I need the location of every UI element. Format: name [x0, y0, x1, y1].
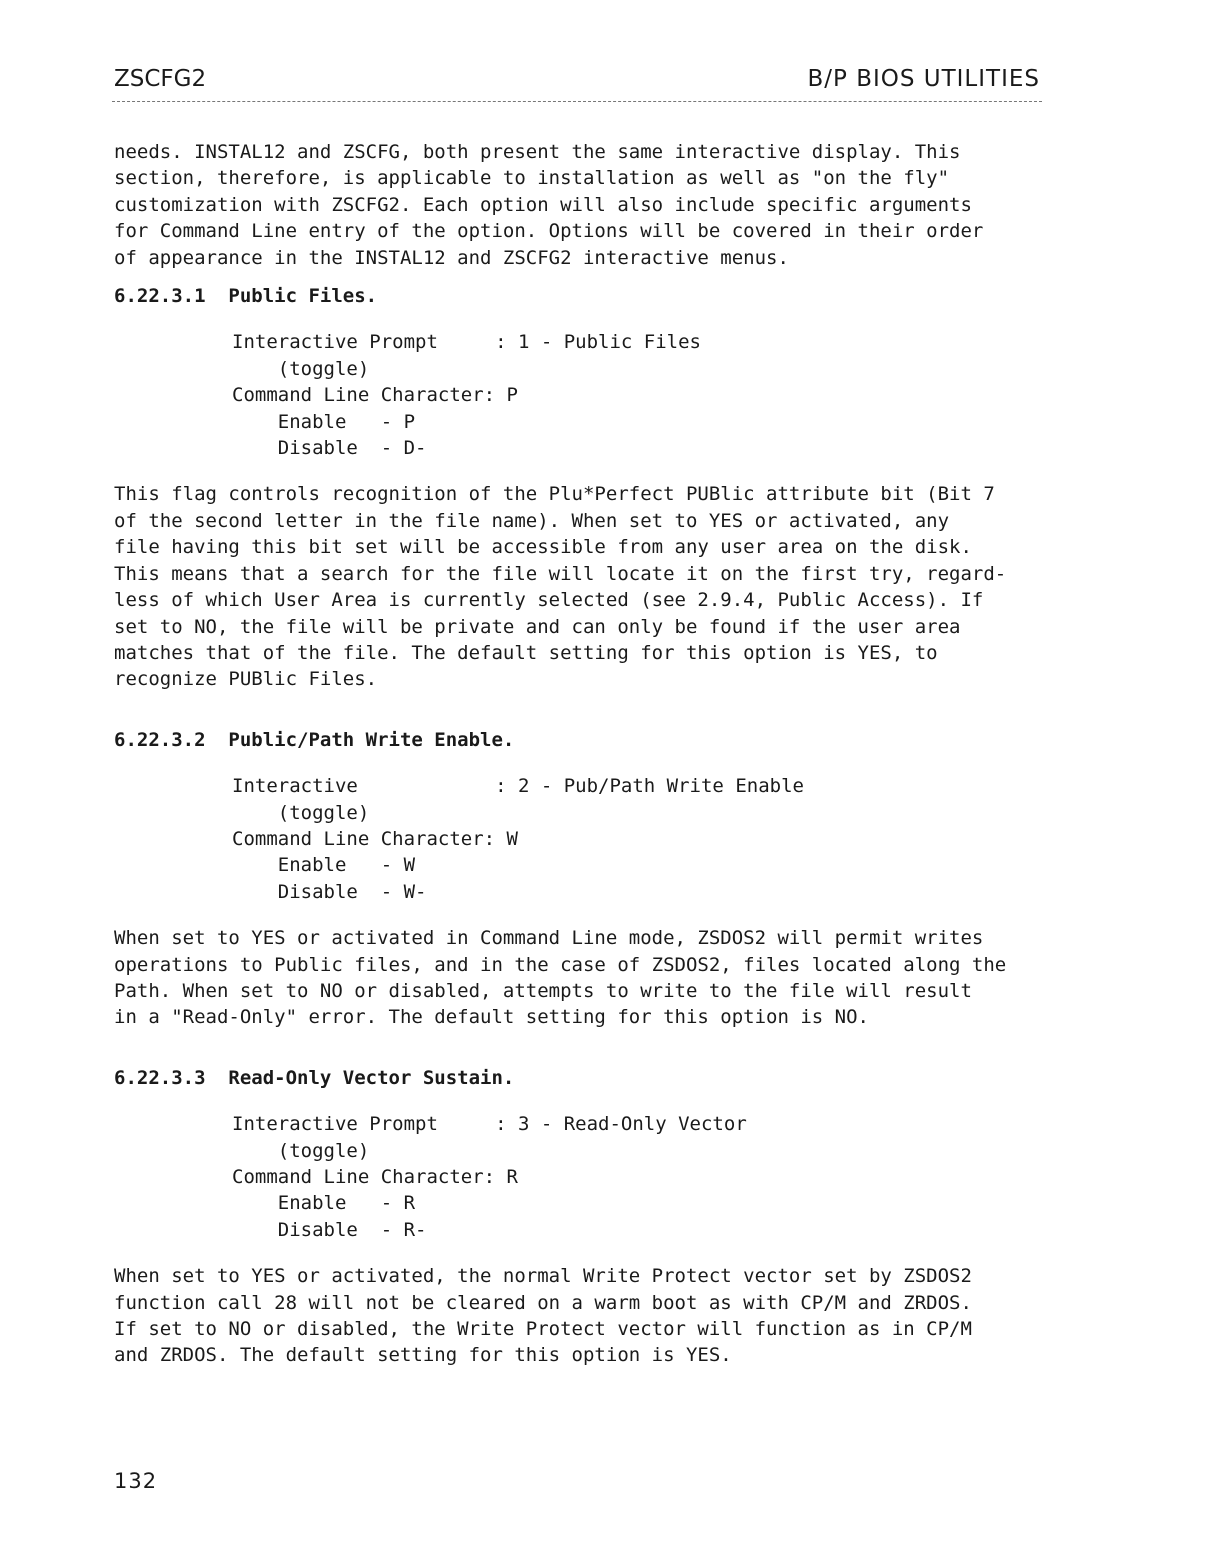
text-line: needs. INSTAL12 and ZSCFG, both present the same interactive display. This: [114, 141, 961, 163]
page-number: 132: [114, 1469, 158, 1493]
page-header: [114, 66, 1042, 106]
option-line: Enable - W: [232, 854, 416, 877]
section-body-read-only-vector: [114, 1263, 1054, 1369]
section-body-public-files: [114, 481, 1054, 692]
option-line: Interactive Prompt : 3 - Read-Only Vector: [232, 1113, 747, 1136]
text-line: Path. When set to NO or disabled, attempts to write to the file will result: [114, 979, 972, 1002]
option-line: Command Line Character: R: [232, 1166, 518, 1188]
option-line: Enable - R: [232, 1192, 416, 1215]
text-line: of the second letter in the file name). When set to YES or activated, any: [114, 509, 950, 532]
option-spec-read-only-vector: [114, 1111, 1054, 1243]
intro-paragraph: [114, 139, 1054, 271]
option-line: Disable - W-: [232, 880, 427, 903]
option-line: (toggle): [232, 801, 370, 824]
option-line: Disable - R-: [232, 1218, 427, 1241]
text-line: When set to YES or activated in Command Line mode, ZSDOS2 will permit writes: [114, 927, 984, 950]
text-line: in a "Read-Only" error. The default setting for this option is NO.: [114, 1006, 869, 1029]
section-body-public-path-write: [114, 925, 1054, 1031]
header-title: ZSCFG2: [114, 66, 207, 92]
option-line: Command Line Character: W: [232, 827, 518, 850]
section-heading-public-files: 6.22.3.1 Public Files.: [114, 285, 378, 308]
text-line: less of which User Area is currently selected (see 2.9.4, Public Access). If: [114, 589, 984, 612]
text-line: set to NO, the file will be private and can only be found if the user area: [114, 615, 961, 638]
text-line: file having this bit set will be accessible from any user area on the disk.: [114, 536, 972, 559]
option-line: Enable - P: [232, 410, 416, 433]
header-rule: [112, 101, 1042, 102]
text-line: If set to NO or disabled, the Write Protect vector will function as in CP/M: [114, 1318, 972, 1341]
text-line: customization with ZSCFG2. Each option will also include specific arguments: [114, 193, 972, 216]
document-body: [114, 139, 1054, 1369]
option-spec-public-files: [114, 329, 1054, 461]
option-line: Interactive : 2 - Pub/Path Write Enable: [232, 775, 804, 798]
text-line: for Command Line entry of the option. Options will be covered in their order: [114, 220, 984, 243]
text-line: section, therefore, is applicable to installation as well as "on the fly": [114, 167, 950, 190]
text-line: When set to YES or activated, the normal Write Protect vector set by ZSDOS2: [114, 1265, 972, 1288]
option-line: Command Line Character: P: [232, 384, 518, 407]
option-line: Disable - D-: [232, 437, 427, 460]
section-heading-public-path-write: 6.22.3.2 Public/Path Write Enable.: [114, 728, 515, 751]
text-line: and ZRDOS. The default setting for this option is YES.: [114, 1344, 732, 1367]
text-line: This means that a search for the file will locate it on the first try, regard-: [114, 562, 1007, 585]
option-line: (toggle): [232, 357, 370, 380]
section-heading-read-only-vector: 6.22.3.3 Read-Only Vector Sustain.: [114, 1066, 515, 1089]
option-line: (toggle): [232, 1139, 370, 1162]
text-line: function call 28 will not be cleared on a warm boot as with CP/M and ZRDOS.: [114, 1291, 972, 1314]
option-line: Interactive Prompt : 1 - Public Files: [232, 331, 701, 354]
text-line: recognize PUBlic Files.: [114, 668, 378, 691]
text-line: operations to Public files, and in the case of ZSDOS2, files located along the: [114, 953, 1007, 976]
text-line: This flag controls recognition of the Plu*Perfect PUBlic attribute bit (Bit 7: [114, 483, 995, 506]
text-line: of appearance in the INSTAL12 and ZSCFG2 interactive menus.: [114, 246, 789, 269]
header-section: B/P BIOS UTILITIES: [807, 66, 1040, 92]
text-line: matches that of the file. The default setting for this option is YES, to: [114, 641, 938, 664]
option-spec-public-path-write: [114, 773, 1054, 905]
